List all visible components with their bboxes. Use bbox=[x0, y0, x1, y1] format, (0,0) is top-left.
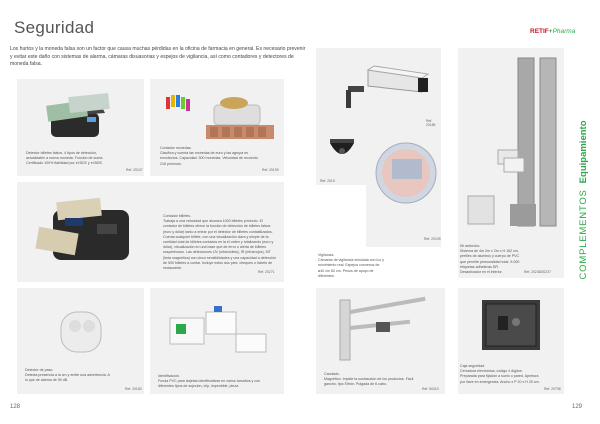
brand-plus: + bbox=[548, 28, 553, 35]
page-number-right: 129 bbox=[572, 404, 583, 410]
product-text-mirror: Cámaras de vigilancia simulada con luz y movimiento real. Espejos convexos de ø40 cm 60 cm. Pesos de apoyo de diferentes. bbox=[318, 258, 384, 278]
product-text-coin-counter: Clasifica y cuenta las monedas de euro y las agrupa en envoltorios. Capacidad: 300 monedas. Velocidad de recuento 216 p/minuto. bbox=[160, 151, 258, 166]
product-title-antenna: Kit antirrobo. bbox=[460, 244, 481, 248]
product-ref-camera: Ref. 20185 bbox=[426, 119, 436, 127]
product-card-badge bbox=[150, 288, 284, 394]
product-card-detector bbox=[17, 79, 144, 176]
product-card-coin-counter bbox=[150, 79, 284, 176]
product-card-dome bbox=[316, 127, 366, 185]
product-ref-dome: Ref. 2019 bbox=[320, 179, 335, 183]
product-card-safe bbox=[458, 288, 564, 394]
intro-paragraph: Los hurtos y la moneda falsa son un factor que causa muchas pérdidas en la oficina de farmacia en general. Es necesario prevenir y evitar este daño con sistemas de alarma, cámaras disuasorias y espejos de vigilancia, así como contadores y detectores de moneda falsa. bbox=[10, 46, 306, 68]
product-desc-antenna bbox=[460, 244, 520, 275]
product-ref-coin-counter: Ref. 20199 bbox=[262, 168, 279, 172]
product-desc-mirror bbox=[318, 253, 384, 279]
antenna-kit-image bbox=[458, 54, 564, 234]
product-desc-detector: Detector billetes falsos. 4 tipos de detección, actualizable a nueva moneda. Función de suma. Certificado 100% fiabilidad por el BCE y el BDE. bbox=[26, 151, 104, 166]
magnetic-hook-image bbox=[316, 292, 445, 364]
product-title-bill-counter: Contador billetes. bbox=[163, 214, 191, 218]
product-card-alarm bbox=[17, 288, 144, 394]
product-card-hook bbox=[316, 288, 445, 394]
product-title-hook: Candado. bbox=[324, 372, 340, 376]
product-desc-hook bbox=[324, 372, 414, 388]
coin-counter-image bbox=[150, 83, 284, 145]
brand-tag: Pharma bbox=[552, 28, 576, 35]
product-title-alarm: Detector de paso. bbox=[25, 368, 54, 372]
product-title-badge: Identificación. bbox=[158, 374, 180, 378]
bill-detector-image bbox=[17, 83, 144, 143]
product-ref-alarm: Ref. 20183 bbox=[125, 387, 142, 391]
bill-counter-image bbox=[27, 190, 147, 276]
motion-alarm-image bbox=[17, 294, 144, 358]
product-text-antenna: Sistema de 4m 2m x 2m x H 162 cm, perfiles de aluminio y cuerpo de PVC que permite personalidad total. 5.000 etiquetas adhesivas DR. Desactivador en el interior. bbox=[460, 249, 520, 275]
side-category-label bbox=[572, 70, 594, 330]
product-ref-detector: Ref. 20247 bbox=[126, 168, 143, 172]
product-text-bill-counter: Trabaja a una velocidad que alcanza 1000 billetes p/minuto. El contador de billetes ofrece la función de detección de billetes falsos (euro y dólar) tanto a entrar por el detector de billetes contabilizados. Cuenta cualquier billete, con una visualización clara y simple de la cantidad total de billetes contados en la el orden y totalizando (euro y dólar), visualización en una base que de error o alerta de billetes sospechosos. Las detecciones UV (ultravioleta), IR (infrarrojos), MT (tinta magnética) con cinco sensibilidades y una capacidad a detección de 500 billetes a contar. Incluye estos dos pies: cheques o tickets de restaurante. bbox=[163, 219, 277, 271]
product-text-alarm: Detecta presencia a la cm y emite una advertencia. A lo que de alarma de 90 dB. bbox=[25, 373, 110, 383]
side-label-equipamiento: Equipamiento bbox=[577, 120, 589, 184]
page-number-left: 128 bbox=[10, 404, 21, 410]
security-camera-image bbox=[316, 50, 441, 120]
badge-holder-image bbox=[150, 294, 284, 364]
product-card-antenna bbox=[458, 48, 564, 278]
product-card-bill-counter bbox=[17, 182, 284, 282]
product-desc-bill-counter bbox=[163, 214, 277, 271]
product-text-hook: Magnético. Impide la sustracción de los productos. Fácil gancho, tipo Eltrón. Pulgada de 6 cabo. bbox=[324, 377, 414, 387]
brand-name: RETIF bbox=[530, 28, 549, 35]
product-desc-safe bbox=[460, 364, 540, 385]
page-title: Seguridad bbox=[14, 18, 95, 37]
product-card-camera bbox=[316, 48, 441, 127]
product-desc-coin-counter bbox=[160, 146, 260, 167]
product-ref-safe: Ref. 20798 bbox=[544, 387, 561, 391]
product-ref-antenna: Ref. 20238/20237 bbox=[524, 270, 551, 274]
brand-logo bbox=[530, 28, 575, 35]
product-desc-badge bbox=[158, 374, 268, 390]
product-ref-mirror: Ref. 20249 bbox=[424, 237, 441, 241]
product-title-coin-counter: Contador monedas. bbox=[160, 146, 192, 150]
product-text-badge: Funda PVC para tarjetas identificativas en varios tamaños y con diferentes tipos de sujeción, clip, imperdible, pinza. bbox=[158, 379, 261, 389]
product-card-mirror bbox=[366, 127, 441, 247]
product-text-safe: Cerradura electrónica, código 4 dígitos. Preparada para fijación a suelo o pared. Apertura por llave en emergencia. Ancho x P 20 x H 20 cm. bbox=[460, 369, 540, 384]
side-label-complementos: COMPLEMENTOS bbox=[577, 189, 589, 280]
product-title-safe: Caja seguridad. bbox=[460, 364, 486, 368]
product-ref-bill-counter: Ref. 20271 bbox=[258, 270, 275, 274]
convex-mirror-image bbox=[366, 135, 441, 209]
product-desc-alarm bbox=[25, 368, 111, 384]
dome-camera-image bbox=[316, 129, 366, 173]
safe-image bbox=[458, 292, 564, 362]
product-ref-hook: Ref. 50310 bbox=[422, 387, 439, 391]
product-title-mirror: Vigilancia. bbox=[318, 253, 335, 257]
